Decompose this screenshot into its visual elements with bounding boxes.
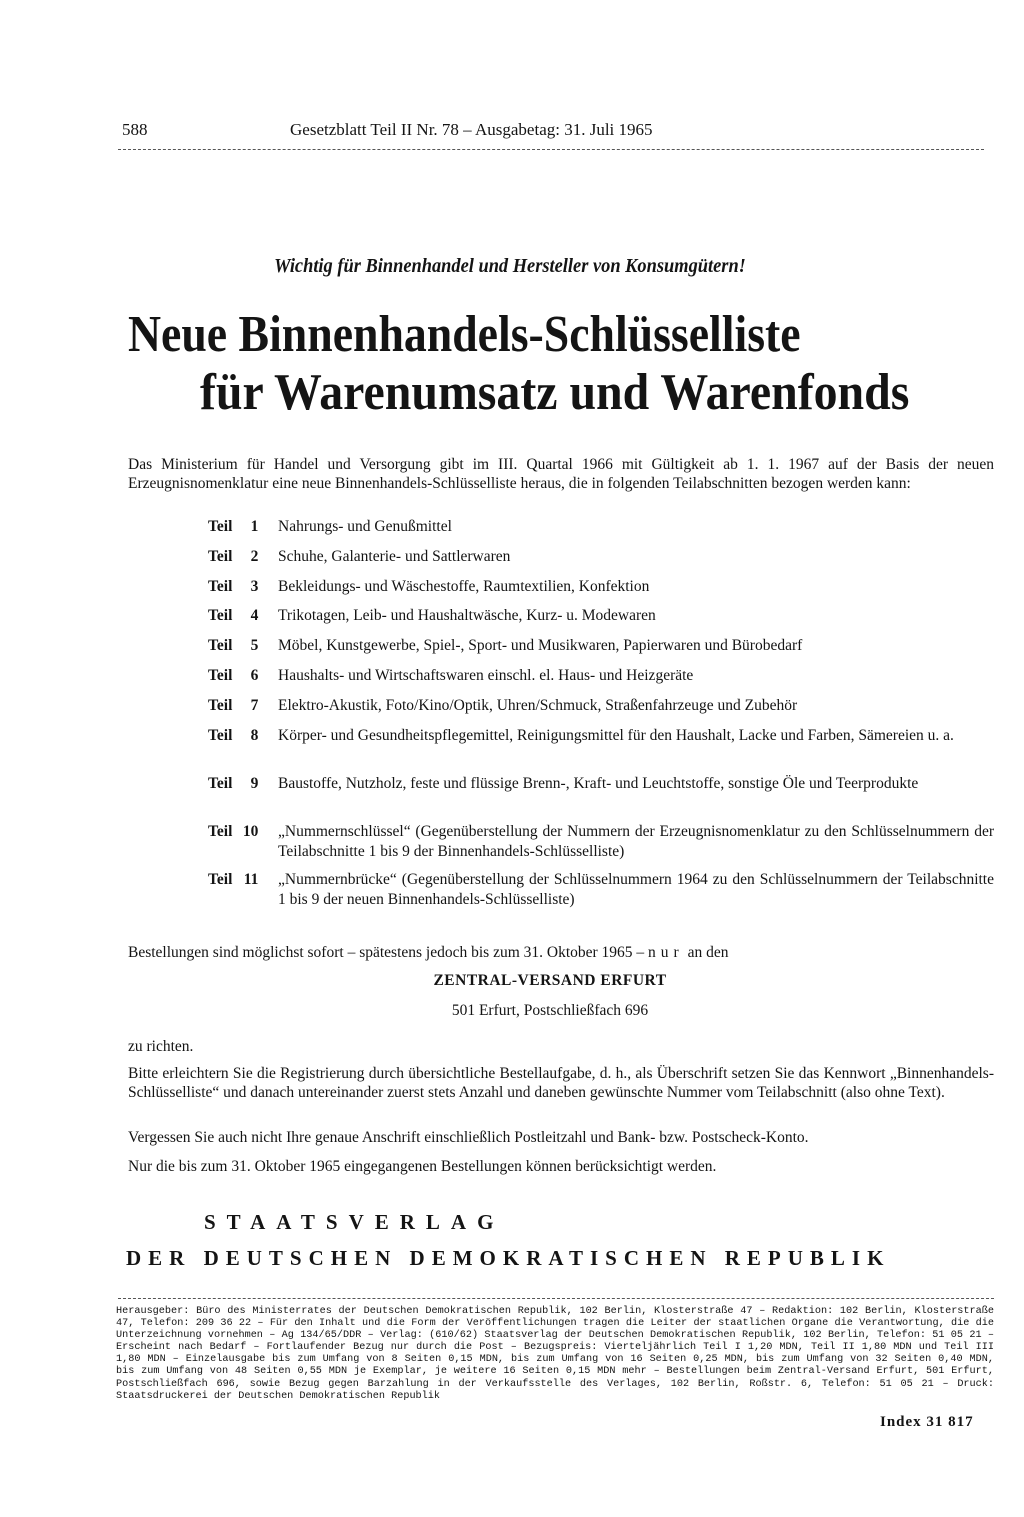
page-number: 588 (122, 120, 148, 139)
part-number: 2 (250, 548, 259, 565)
part-number: 7 (250, 697, 259, 714)
part-label: Teil (208, 578, 233, 595)
part-label: Teil (208, 518, 233, 535)
part-number: 4 (250, 607, 259, 624)
part-row (208, 517, 994, 537)
part-description: Nahrungs- und Genußmittel (278, 518, 452, 535)
part-number: 8 (250, 727, 259, 744)
recipient-address: 501 Erfurt, Postschließfach 696 (451, 1002, 649, 1019)
part-number: 1 (250, 518, 259, 535)
footer-divider (118, 1298, 994, 1299)
part-row (208, 726, 994, 746)
part-label: Teil (208, 667, 233, 684)
headline-line-2: für Warenumsatz und Warenfonds (200, 364, 910, 421)
order-text-before: Bestellungen sind möglichst sofort – spätestens jedoch bis zum 31. Oktober 1965 – (128, 944, 645, 961)
part-row (208, 870, 994, 910)
part-row (208, 774, 994, 794)
header-title: Gesetzblatt Teil II Nr. 78 – Ausgabetag: 31. Juli 1965 (290, 120, 653, 139)
index-number: Index 31 817 (880, 1414, 974, 1430)
part-label: Teil (208, 727, 233, 744)
part-label: Teil (208, 871, 233, 888)
order-emphasis: nur (648, 944, 684, 961)
part-description: Schuhe, Galanterie- und Sattlerwaren (278, 548, 511, 565)
part-description: Bekleidungs- und Wäschestoffe, Raumtextilien, Konfektion (278, 578, 650, 595)
part-label: Teil (208, 607, 233, 624)
hint-paragraph: Bitte erleichtern Sie die Registrierung durch übersichtliche Bestellaufgabe, d. h., als Überschrift setzen Sie das Kennwort „Binnenhandels-Schlüsselliste“ und danach untereinander zuerst stets Anzahl und daneben gewünschte Nummer vom Teilabschnitt (also ohne Text). (128, 1065, 994, 1101)
part-label: Teil (208, 823, 233, 840)
part-description: Baustoffe, Nutzholz, feste und flüssige Brenn-, Kraft- und Leuchtstoffe, sonstige Öle und Teerprodukte (278, 775, 919, 792)
part-label: Teil (208, 775, 233, 792)
hint-paragraph: Vergessen Sie auch nicht Ihre genaue Anschrift einschließlich Postleitzahl und Bank- bzw. Postscheck-Konto. (128, 1129, 809, 1146)
part-label: Teil (208, 697, 233, 714)
recipient-name: ZENTRAL-VERSAND ERFURT (433, 972, 667, 989)
publisher-line-2: DER DEUTSCHEN DEMOKRATISCHEN REPUBLIK (126, 1246, 891, 1270)
part-number: 9 (250, 775, 259, 792)
part-number: 10 (242, 823, 259, 840)
part-number: 3 (250, 578, 259, 595)
part-description: „Nummernbrücke“ (Gegenüberstellung der Schlüsselnummern 1964 zu den Schlüsselnummern der Teilabschnitte 1 bis 9 der neuen Binnenhandels-Schlüsselliste) (278, 871, 994, 908)
part-row (208, 606, 994, 626)
part-number: 5 (250, 637, 259, 654)
part-description: Elektro-Akustik, Foto/Kino/Optik, Uhren/Schmuck, Straßenfahrzeuge und Zubehör (278, 697, 798, 714)
hint-paragraph: Nur die bis zum 31. Oktober 1965 eingegangenen Bestellungen können berücksichtigt werden. (128, 1158, 717, 1175)
part-description: Haushalts- und Wirtschaftswaren einschl. el. Haus- und Heizgeräte (278, 667, 694, 684)
part-number: 6 (250, 667, 259, 684)
headline-line-1: Neue Binnenhandels-Schlüsselliste (128, 306, 801, 363)
header-divider (118, 149, 984, 150)
part-row (208, 822, 994, 862)
publisher-line-1: STAATSVERLAG (204, 1210, 505, 1234)
part-row (208, 666, 994, 686)
tagline: Wichtig für Binnenhandel und Hersteller von Konsumgütern! (274, 255, 746, 277)
order-instruction (128, 944, 994, 962)
part-label: Teil (208, 637, 233, 654)
part-label: Teil (208, 548, 233, 565)
order-text-after: an den (687, 944, 729, 961)
part-description: Trikotagen, Leib- und Haushaltwäsche, Kurz- u. Modewaren (278, 607, 656, 624)
part-row (208, 547, 994, 567)
part-row (208, 577, 994, 597)
part-description: Möbel, Kunstgewerbe, Spiel-, Sport- und Musikwaren, Papierwaren und Bürobedarf (278, 637, 803, 654)
part-description: „Nummernschlüssel“ (Gegenüberstellung der Nummern der Erzeugnisnomenklatur zu den Schlüsselnummern der Teilabschnitte 1 bis 9 der Binnenhandels-Schlüsselliste) (278, 823, 994, 860)
part-description: Körper- und Gesundheitspflegemittel, Reinigungsmittel für den Haushalt, Lacke und Farben, Sämereien u. a. (278, 727, 954, 744)
imprint: Herausgeber: Büro des Ministerrates der Deutschen Demokratischen Republik, 102 Berlin, Klosterstraße 47 – Redaktion: 102 Berlin, Klosterstraße 47, Telefon: 209 36 22 – Für den Inhalt und die Form der Veröffentlichungen tragen die Leiter der staatlichen Organe die Verantwortung, die die Unterzeichnung vornehmen – Ag 134/65/DDR – Verlag: (610/62) Staatsverlag der Deutschen Demokratischen Republik, 102 Berlin, Telefon: 51 05 21 – Erscheint nach Bedarf – Fortlaufender Bezug nur durch die Post – Bezugspreis: Vierteljährlich Teil I 1,20 MDN, Teil II 1,80 MDN und Teil III 1,80 MDN – Einzelausgabe bis zum Umfang von 8 Seiten 0,15 MDN, bis zum Umfang von 16 Seiten 0,25 MDN, bis zum Umfang von 32 Seiten 0,40 MDN, bis zum Umfang von 48 Seiten 0,55 MDN je Exemplar, je weitere 16 Seiten 0,15 MDN mehr – Bestellungen beim Zentral-Versand Erfurt, 501 Erfurt, Postschließfach 696, sowie Bezug gegen Barzahlung in der Verkaufsstelle des Verlages, 102 Berlin, Roßstr. 6, Telefon: 51 05 21 – Druck: Staatsdruckerei der Deutschen Demokratischen Republik (116, 1306, 994, 1402)
order-closing: zu richten. (128, 1038, 194, 1055)
part-row (208, 636, 994, 656)
intro-paragraph: Das Ministerium für Handel und Versorgung gibt im III. Quartal 1966 mit Gültigkeit ab 1. 1. 1967 auf der Basis der neuen Erzeugnisnomenklatur eine neue Binnenhandels-Schlüsselliste heraus, die in folgenden Teilabschnitten bezogen werden kann: (128, 456, 994, 492)
part-number: 11 (243, 871, 259, 888)
part-row (208, 696, 994, 716)
